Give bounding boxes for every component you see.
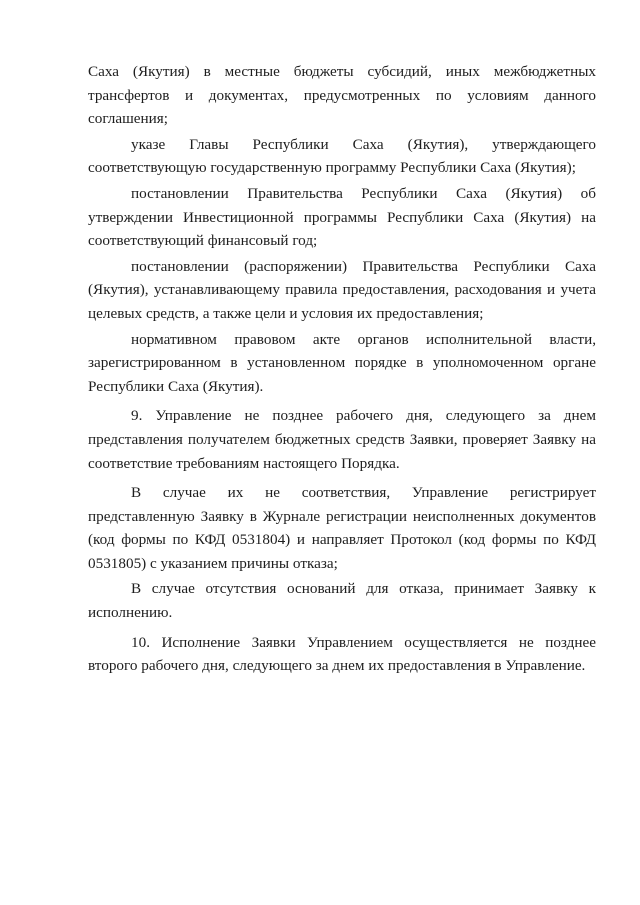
paragraph-item-10: 10. Исполнение Заявки Управлением осуществляется не позднее второго рабочего дня, следующего за днем их предоставления в Управление.: [88, 633, 596, 675]
paragraph-government-resolution: постановлении (распоряжении) Правительства Республики Саха (Якутия), устанавливающему правила предоставления, расходования и учета целевых средств, а также цели и условия их предоставления;: [88, 257, 596, 322]
paragraph-item-9: 9. Управление не позднее рабочего дня, следующего за днем представления получателем бюджетных средств Заявки, проверяет Заявку на соответствие требованиям настоящего Порядка.: [88, 407, 596, 472]
paragraph-non-compliance: В случае их не соответствия, Управление регистрирует представленную Заявку в Журнале регистрации неисполненных документов (код формы по КФД 0531804) и направляет Протокол (код формы по КФД 0531805) с указанием причины отказа;: [88, 484, 596, 572]
paragraph-investment-program: постановлении Правительства Республики Саха (Якутия) об утверждении Инвестиционной программы Республики Саха (Якутия) на соответствующий финансовый год;: [88, 184, 596, 250]
paragraph-continuation: Саха (Якутия) в местные бюджеты субсидий, иных межбюджетных трансфертов и документах, предусмотренных по условиям данного соглашения;: [88, 63, 596, 128]
paragraph-normative-act: нормативном правовом акте органов исполнительной власти, зарегистрированном в установленном порядке в уполномоченном органе Республики Саха (Якутия).: [88, 330, 596, 395]
document-body: [88, 60, 596, 684]
paragraph-decree: указе Главы Республики Саха (Якутия), утверждающего соответствующую государственную программу Республики Саха (Якутия);: [88, 135, 596, 177]
paragraph-acceptance: В случае отсутствия оснований для отказа, принимает Заявку к исполнению.: [88, 580, 596, 622]
